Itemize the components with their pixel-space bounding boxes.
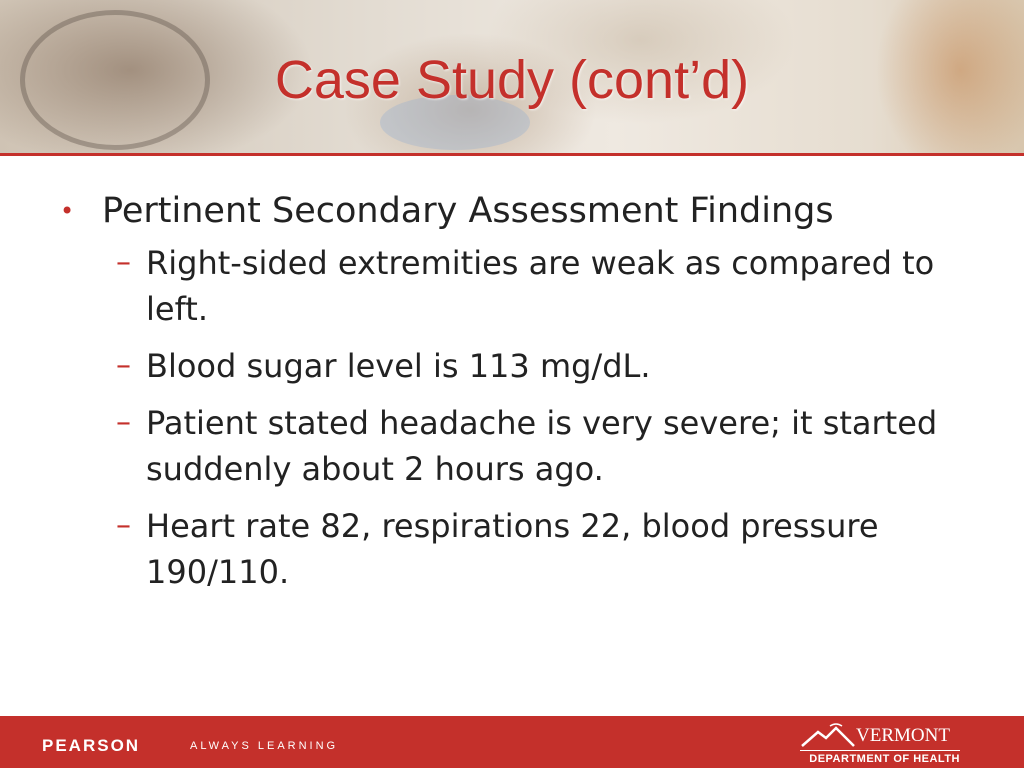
dash-icon: –	[116, 508, 131, 543]
mountain-logo-icon	[800, 722, 856, 748]
sub-item-text: Patient stated headache is very severe; it started suddenly about 2 hours ago.	[146, 404, 938, 488]
header-banner	[0, 0, 1024, 153]
dash-icon: –	[116, 245, 131, 280]
pearson-logo: PEARSON	[42, 736, 141, 755]
vermont-health-logo	[800, 720, 960, 764]
slide-content	[60, 188, 960, 606]
sub-item	[60, 503, 960, 595]
footer-tagline: ALWAYS LEARNING	[190, 740, 339, 752]
header-divider	[0, 153, 1024, 156]
sub-item-text: Heart rate 82, respirations 22, blood pressure 190/110.	[146, 507, 879, 591]
footer-bar	[0, 716, 1024, 768]
dash-icon: –	[116, 405, 131, 440]
vermont-name: VERMONT	[856, 725, 950, 746]
bullet-text: Pertinent Secondary Assessment Findings	[102, 191, 834, 231]
sub-item-text: Blood sugar level is 113 mg/dL.	[146, 347, 651, 385]
dash-icon: –	[116, 348, 131, 383]
sub-item-text: Right-sided extremities are weak as compared to left.	[146, 244, 935, 328]
sub-item	[60, 343, 960, 389]
sub-item	[60, 400, 960, 492]
round-bullet-icon: •	[60, 197, 75, 225]
sub-item	[60, 240, 960, 332]
bullet-item	[60, 188, 960, 234]
vermont-department: DEPARTMENT OF HEALTH	[800, 750, 960, 765]
slide-title: Case Study (cont’d)	[274, 50, 750, 110]
